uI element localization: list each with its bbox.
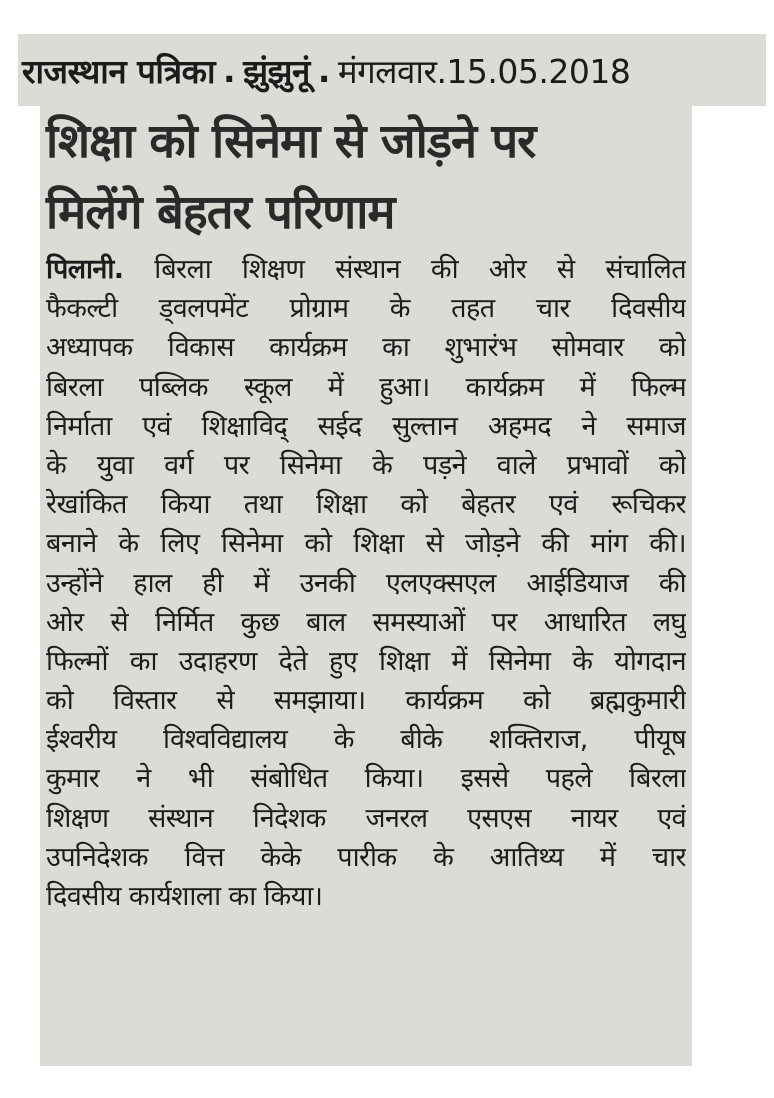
dateline: पिलानी. <box>46 254 124 285</box>
article-line: उपनिदेशक वित्त केके पारीक के आतिथ्य में चार <box>46 841 686 873</box>
article-line: निर्माता एवं शिक्षाविद् सईद सुल्तान अहमद ने समाज <box>46 410 686 442</box>
publication-name: राजस्थान पत्रिका <box>22 51 216 91</box>
article-line: फैकल्टी ड्वलपमेंट प्रोग्राम के तहत चार दिवसीय <box>46 293 686 325</box>
article-line-text: बिरला शिक्षण संस्थान की ओर से संचालित <box>123 254 686 285</box>
masthead-separator: . <box>317 50 330 90</box>
publication-date: मंगलवार.15.05.2018 <box>337 51 631 91</box>
article-line: के युवा वर्ग पर सिनेमा के पड़ने वाले प्रभावों को <box>46 449 686 481</box>
article-line: बनाने के लिए सिनेमा को शिक्षा से जोड़ने की मांग की। <box>46 528 686 560</box>
article-line: उन्होंने हाल ही में उनकी एलएक्सएल आईडियाज की <box>46 567 686 599</box>
masthead <box>22 44 762 96</box>
article-line: कुमार ने भी संबोधित किया। इससे पहले बिरला <box>46 763 686 795</box>
masthead-separator: . <box>223 50 236 90</box>
article-line <box>46 250 686 289</box>
headline <box>46 106 686 248</box>
article-line: ईश्वरीय विश्वविद्यालय के बीके शक्तिराज, पीयूष <box>46 724 686 756</box>
headline-line: शिक्षा को सिनेमा से जोड़ने पर <box>46 114 536 169</box>
article-line: रेखांकित किया तथा शिक्षा को बेहतर एवं रूचिकर <box>46 489 686 521</box>
city-name: झुंझुनूं <box>243 51 310 91</box>
headline-line: मिलेंगे बेहतर परिणाम <box>46 185 395 240</box>
article-line: फिल्मों का उदाहरण देते हुए शिक्षा में सिनेमा के योगदान <box>46 645 686 677</box>
article-body <box>46 250 686 916</box>
article-line: शिक्षण संस्थान निदेशक जनरल एसएस नायर एवं <box>46 802 686 834</box>
article-line: को विस्तार से समझाया। कार्यक्रम को ब्रह्मकुमारी <box>46 685 686 717</box>
article-line: बिरला पब्लिक स्कूल में हुआ। कार्यक्रम में फिल्म <box>46 371 686 403</box>
article-line: ओर से निर्मित कुछ बाल समस्याओं पर आधारित लघु <box>46 606 686 638</box>
article-line: दिवसीय कार्यशाला का किया। <box>46 881 323 912</box>
article-line: अध्यापक विकास कार्यक्रम का शुभारंभ सोमवार को <box>46 332 686 364</box>
